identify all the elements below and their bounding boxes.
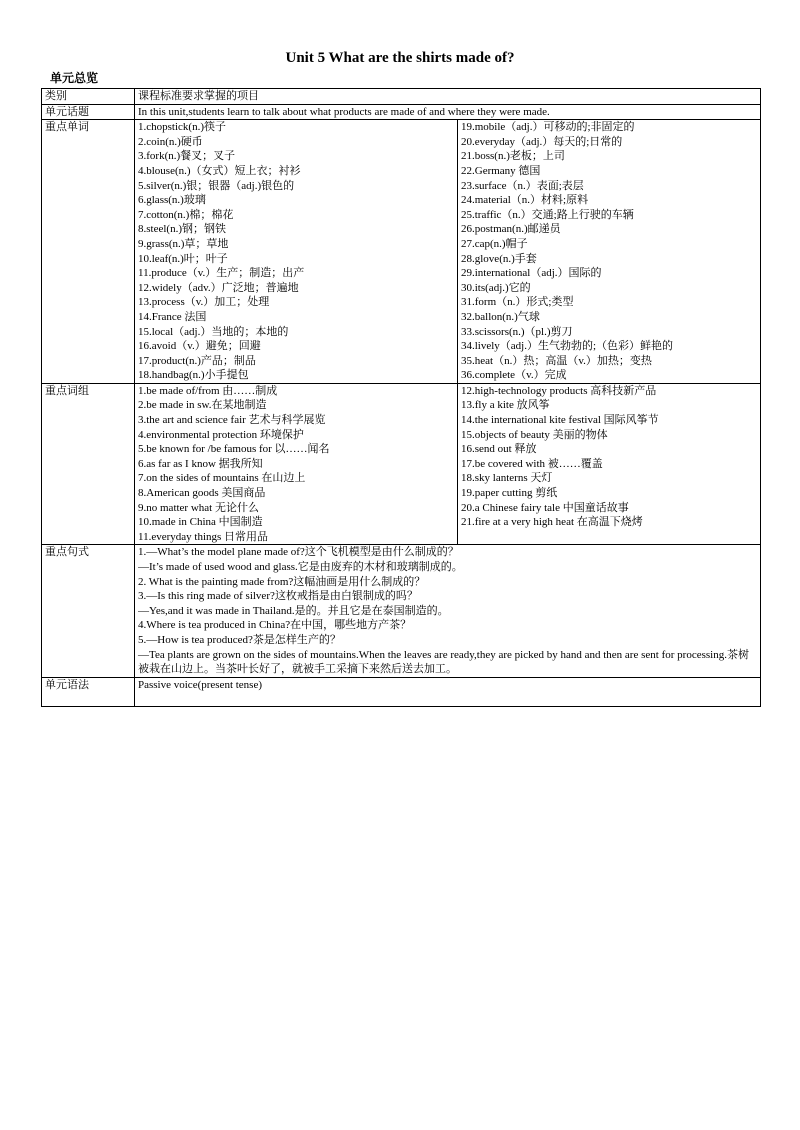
list-item: 13.fly a kite 放风筝 <box>461 399 550 412</box>
unit-summary-table <box>41 88 761 707</box>
list-item: 7.on the sides of mountains 在山边上 <box>138 472 306 485</box>
list-item: 1.chopstick(n.)筷子 <box>138 121 226 134</box>
list-item: 36.complete（v.）完成 <box>461 369 567 382</box>
phrases-row <box>42 383 761 545</box>
phrases-label: 重点词组 <box>42 383 135 545</box>
list-item: 19.paper cutting 剪纸 <box>461 487 558 500</box>
list-item: 35.heat（n.）热；高温（v.）加热；变热 <box>461 354 652 367</box>
list-item: 16.avoid（v.）避免；回避 <box>138 340 261 353</box>
list-item: 32.ballon(n.)气球 <box>461 310 540 323</box>
list-item: 14.France 法国 <box>138 310 207 323</box>
list-item: 4.Where is tea produced in China?在中国，哪些地方产茶？ <box>138 619 412 632</box>
list-item: 20.a Chinese fairy tale 中国童话故事 <box>461 501 629 514</box>
sentences-cell <box>135 545 761 677</box>
list-item: 5.silver(n.)银；银器（adj.)银色的 <box>138 179 295 192</box>
list-item: 16.send out 释放 <box>461 443 537 456</box>
list-item: 2.coin(n.)硬币 <box>138 135 203 148</box>
list-item: 4.blouse(n.)（女式）短上衣；衬衫 <box>138 164 301 177</box>
list-item: 3.the art and science fair 艺术与科学展览 <box>138 414 326 427</box>
list-item: 12.high-technology products 高科技新产品 <box>461 384 657 397</box>
list-item: 6.glass(n.)玻璃 <box>138 194 206 207</box>
list-item: 4.environmental protection 环境保护 <box>138 428 304 441</box>
header-category: 类别 <box>42 89 135 105</box>
grammar-row <box>42 677 761 706</box>
list-item: 9.grass(n.)草；草地 <box>138 237 229 250</box>
vocabulary-label: 重点单词 <box>42 120 135 384</box>
list-item: 12.widely（adv.）广泛地；普遍地 <box>138 281 299 294</box>
sentences-label: 重点句式 <box>42 545 135 677</box>
list-item: 10.made in China 中国制造 <box>138 516 263 529</box>
list-item: 21.boss(n.)老板；上司 <box>461 150 565 163</box>
list-item: 31.form（n.）形式;类型 <box>461 296 574 309</box>
phrases-left-list <box>135 383 458 545</box>
list-item: 17.product(n.)产品；制品 <box>138 354 256 367</box>
list-item: 15.objects of beauty 美丽的物体 <box>461 428 608 441</box>
list-item: 10.leaf(n.)叶；叶子 <box>138 252 228 265</box>
topic-text: In this unit,students learn to talk about what products are made of and where they were made. <box>135 104 761 120</box>
sentences-list <box>138 545 758 647</box>
list-item: 11.everyday things 日常用品 <box>138 530 269 543</box>
list-item: —It’s made of used wood and glass.它是由废弃的木材和玻璃制成的。 <box>138 561 463 573</box>
table-header-row <box>42 89 761 105</box>
list-item: 5.—How is tea produced?茶是怎样生产的？ <box>138 633 341 646</box>
list-item: 2. What is the painting made from?这幅油画是用什么制成的？ <box>138 575 426 588</box>
list-item: 18.handbag(n.)小手提包 <box>138 369 249 382</box>
sentence-paragraph: —Tea plants are grown on the sides of mountains.When the leaves are ready,they are picked by hand and then are sent for processing.茶树被栽在山边上。当茶叶长好了，就被手工采摘下来然后送去加工。 <box>138 648 749 676</box>
list-item: 20.everyday（adj.）每天的;日常的 <box>461 135 623 148</box>
list-item: 22.Germany 德国 <box>461 164 541 177</box>
list-item: 6.as far as I know 据我所知 <box>138 457 263 470</box>
list-item: 2.be made in sw.在某地制造 <box>138 399 267 412</box>
list-item: 9.no matter what 无论什么 <box>138 501 259 514</box>
list-item: 1.—What’s the model plane made of?这个飞机模型是由什么制成的？ <box>138 546 459 559</box>
list-item: 34.lively（adj.）生气勃勃的;（色彩）鲜艳的 <box>461 340 674 353</box>
list-item: —Yes,and it was made in Thailand.是的。并且它是在泰国制造的。 <box>138 604 449 617</box>
vocabulary-row <box>42 120 761 384</box>
list-item: 28.glove(n.)手套 <box>461 252 537 265</box>
list-item: 5.be known for /be famous for 以……闻名 <box>138 443 330 456</box>
topic-label: 单元话题 <box>42 104 135 120</box>
list-item: 29.international（adj.）国际的 <box>461 267 602 280</box>
list-item: 21.fire at a very high heat 在高温下烧烤 <box>461 516 643 529</box>
list-item: 17.be covered with 被……覆盖 <box>461 457 603 470</box>
sentences-row <box>42 545 761 677</box>
section-heading: 单元总览 <box>50 71 99 85</box>
topic-row <box>42 104 761 120</box>
list-item: 13.process（v.）加工；处理 <box>138 296 270 309</box>
grammar-text: Passive voice(present tense) <box>135 677 761 706</box>
list-item: 33.scissors(n.)（pl.)剪刀 <box>461 325 573 338</box>
page-title: Unit 5 What are the shirts made of? <box>285 50 515 66</box>
list-item: 3.—Is this ring made of silver?这枚戒指是由白银制成的吗？ <box>138 590 418 603</box>
list-item: 25.traffic（n.）交通;路上行驶的车辆 <box>461 208 634 221</box>
list-item: 19.mobile（adj.）可移动的;非固定的 <box>461 121 635 134</box>
header-content: 课程标准要求掌握的项目 <box>135 89 761 105</box>
list-item: 7.cotton(n.)棉；棉花 <box>138 208 234 221</box>
list-item: 23.surface（n.）表面;表层 <box>461 179 584 192</box>
list-item: 24.material（n.）材料;原料 <box>461 194 589 207</box>
list-item: 8.American goods 美国商品 <box>138 487 266 500</box>
vocabulary-left-list <box>135 120 458 384</box>
vocabulary-right-list <box>458 120 761 384</box>
grammar-label: 单元语法 <box>42 677 135 706</box>
list-item: 1.be made of/from 由……制成 <box>138 384 278 397</box>
phrases-right-list <box>458 383 761 545</box>
list-item: 15.local（adj.）当地的；本地的 <box>138 325 289 338</box>
list-item: 14.the international kite festival 国际风筝节 <box>461 414 659 427</box>
list-item: 11.produce（v.）生产；制造；出产 <box>138 267 305 280</box>
list-item: 18.sky lanterns 天灯 <box>461 472 553 485</box>
list-item: 8.steel(n.)钢；钢铁 <box>138 223 226 236</box>
list-item: 30.its(adj.)它的 <box>461 281 531 294</box>
list-item: 3.fork(n.)餐叉；叉子 <box>138 150 236 163</box>
list-item: 27.cap(n.)帽子 <box>461 237 528 250</box>
list-item: 26.postman(n.)邮递员 <box>461 223 561 236</box>
